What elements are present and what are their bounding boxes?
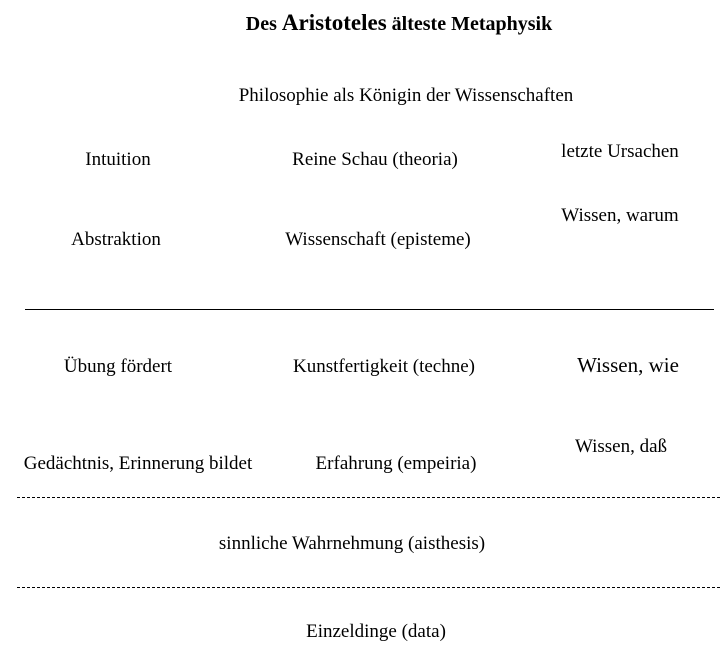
diagram-title [0,10,722,36]
label-intuition: Intuition [85,149,151,170]
dashed-divider-upper [17,497,720,498]
label-einzeldinge: Einzeldinge (data) [306,621,446,642]
solid-divider [25,309,714,310]
label-letzte-ursachen: letzte Ursachen [561,141,679,162]
label-wissen-dass: Wissen, daß [574,436,668,457]
label-techne: Kunstfertigkeit (techne) [292,356,476,377]
label-wissen-warum: Wissen, warum [561,205,679,226]
title-suffix: älteste Metaphysik [391,13,553,35]
label-episteme: Wissenschaft (episteme) [285,229,471,250]
label-gedaechtnis: Gedächtnis, Erinnerung bildet [23,453,253,474]
title-prefix: Des [245,13,277,35]
label-theoria: Reine Schau (theoria) [292,149,458,170]
label-empeiria: Erfahrung (empeiria) [315,453,477,474]
subtitle: Philosophie als Königin der Wissenschaften [238,85,574,106]
label-abstraktion: Abstraktion [71,229,161,250]
title-name: Aristoteles [281,10,387,35]
label-aisthesis: sinnliche Wahrnehmung (aisthesis) [218,533,486,554]
label-uebung: Übung fördert [63,356,173,377]
label-wissen-wie: Wissen, wie [577,353,679,377]
dashed-divider-lower [17,587,720,588]
